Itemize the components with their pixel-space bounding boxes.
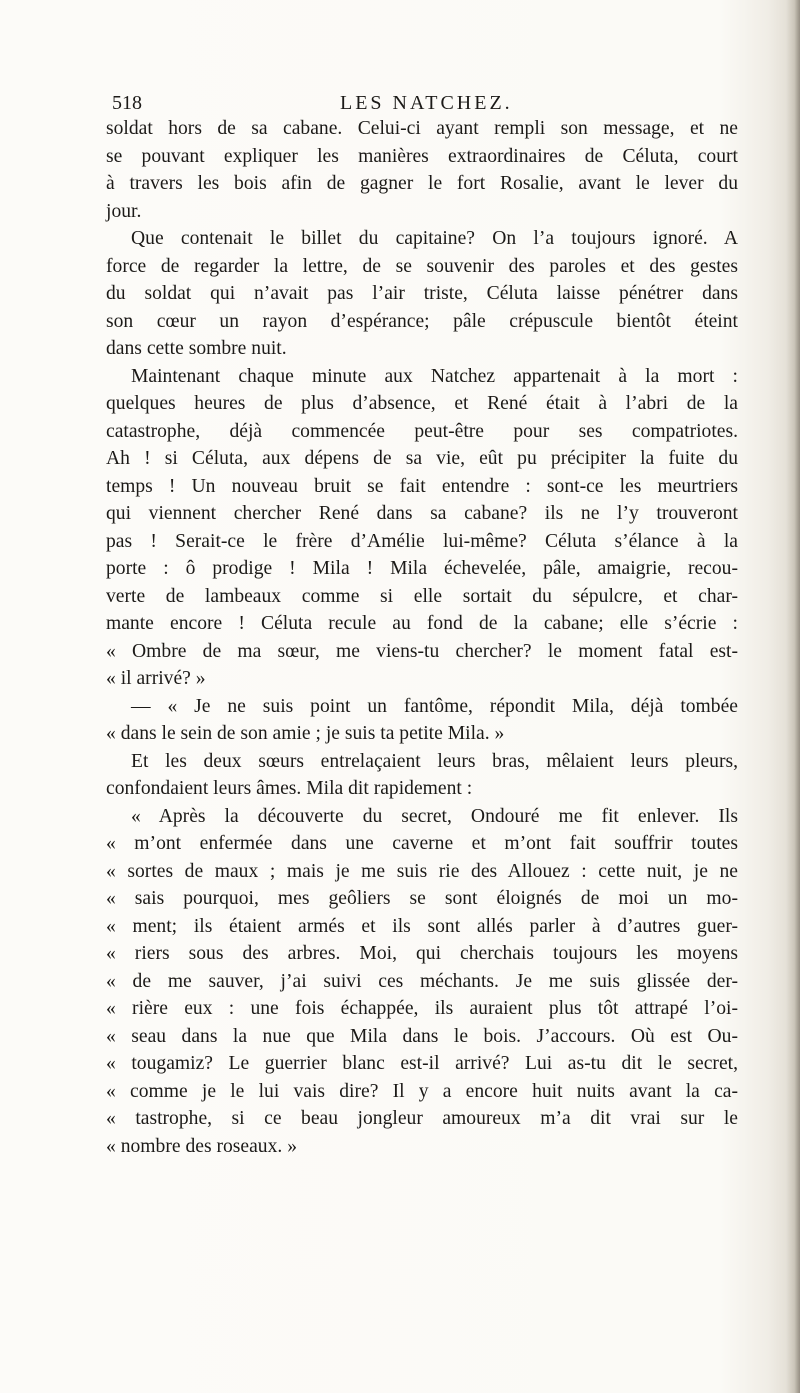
text-line: « tougamiz? Le guerrier blanc est-il arrivé? Lui as-tu dit le secret, [106, 1053, 738, 1074]
text-line: « tastrophe, si ce beau jongleur amoureux m’a dit vrai sur le [106, 1108, 738, 1129]
text-line: « dans le sein de son amie ; je suis ta petite Mila. » [106, 723, 505, 744]
text-line: « m’ont enfermée dans une caverne et m’ont fait souffrir toutes [106, 833, 738, 854]
text-line: « sortes de maux ; mais je me suis rie des Allouez : cette nuit, je ne [106, 860, 738, 882]
page-number: 518 [112, 92, 142, 114]
text-line: soldat hors de sa cabane. Celui-ci ayant rempli son message, et ne [106, 118, 738, 139]
text-line: Maintenant chaque minute aux Natchez appartenait à la mort : [131, 365, 738, 387]
text-line: « riers sous des arbres. Moi, qui cherchais toujours les moyens [106, 943, 738, 964]
text-line: « rière eux : une fois échappée, ils auraient plus tôt attrapé l’oi- [106, 998, 738, 1019]
text-line: Ah ! si Céluta, aux dépens de sa vie, eût pu précipiter la fuite du [106, 448, 738, 469]
text-line: se pouvant expliquer les manières extraordinaires de Céluta, court [106, 145, 738, 167]
page-gutter-shadow [786, 0, 800, 1393]
text-line: « ment; ils étaient armés et ils sont allés parler à d’autres guer- [106, 915, 738, 937]
text-line: à travers les bois afin de gagner le fort Rosalie, avant le lever du [106, 173, 738, 194]
text-line: « nombre des roseaux. » [106, 1135, 297, 1157]
body-text [106, 115, 738, 1160]
running-head [112, 92, 738, 116]
text-line: « seau dans la nue que Mila dans le bois. J’accours. Où est Ou- [106, 1025, 738, 1047]
text-line: force de regarder la lettre, de se souvenir des paroles et des gestes [106, 255, 738, 277]
text-line: « il arrivé? » [106, 668, 206, 689]
text-line: qui viennent chercher René dans sa cabane? ils ne l’y trouveront [106, 503, 738, 524]
text-line: « Ombre de ma sœur, me viens-tu chercher? le moment fatal est- [106, 640, 738, 662]
text-line: « comme je le lui vais dire? Il y a encore huit nuits avant la ca- [106, 1080, 738, 1102]
text-line: Et les deux sœurs entrelaçaient leurs bras, mêlaient leurs pleurs, [131, 750, 738, 772]
text-line: « sais pourquoi, mes geôliers se sont éloignés de moi un mo- [106, 888, 738, 909]
text-line: — « Je ne suis point un fantôme, répondit Mila, déjà tombée [131, 695, 738, 717]
text-line: son cœur un rayon d’espérance; pâle crépuscule bientôt éteint [106, 310, 738, 332]
text-line: quelques heures de plus d’absence, et René était à l’abri de la [106, 393, 738, 414]
text-line: confondaient leurs âmes. Mila dit rapidement : [106, 778, 473, 799]
text-line: Que contenait le billet du capitaine? On l’a toujours ignoré. A [131, 228, 738, 249]
text-line: temps ! Un nouveau bruit se fait entendre : sont-ce les meurtriers [106, 475, 738, 497]
text-line: du soldat qui n’avait pas l’air triste, Céluta laisse pénétrer dans [106, 283, 738, 304]
text-line: pas ! Serait-ce le frère d’Amélie lui-même? Céluta s’élance à la [106, 530, 738, 552]
text-line: jour. [106, 200, 142, 222]
text-line: mante encore ! Céluta recule au fond de la cabane; elle s’écrie : [106, 613, 738, 634]
text-line: « Après la découverte du secret, Ondouré me fit enlever. Ils [131, 805, 738, 827]
text-line: porte : ô prodige ! Mila ! Mila échevelée, pâle, amaigrie, recou- [106, 558, 738, 579]
text-line: « de me sauver, j’ai suivi ces méchants. Je me suis glissée der- [106, 970, 738, 992]
text-line: verte de lambeaux comme si elle sortait du sépulcre, et char- [106, 585, 738, 607]
text-line: dans cette sombre nuit. [106, 338, 287, 359]
text-line: catastrophe, déjà commencée peut-être pour ses compatriotes. [106, 420, 738, 442]
running-title: LES NATCHEZ. [340, 92, 513, 114]
